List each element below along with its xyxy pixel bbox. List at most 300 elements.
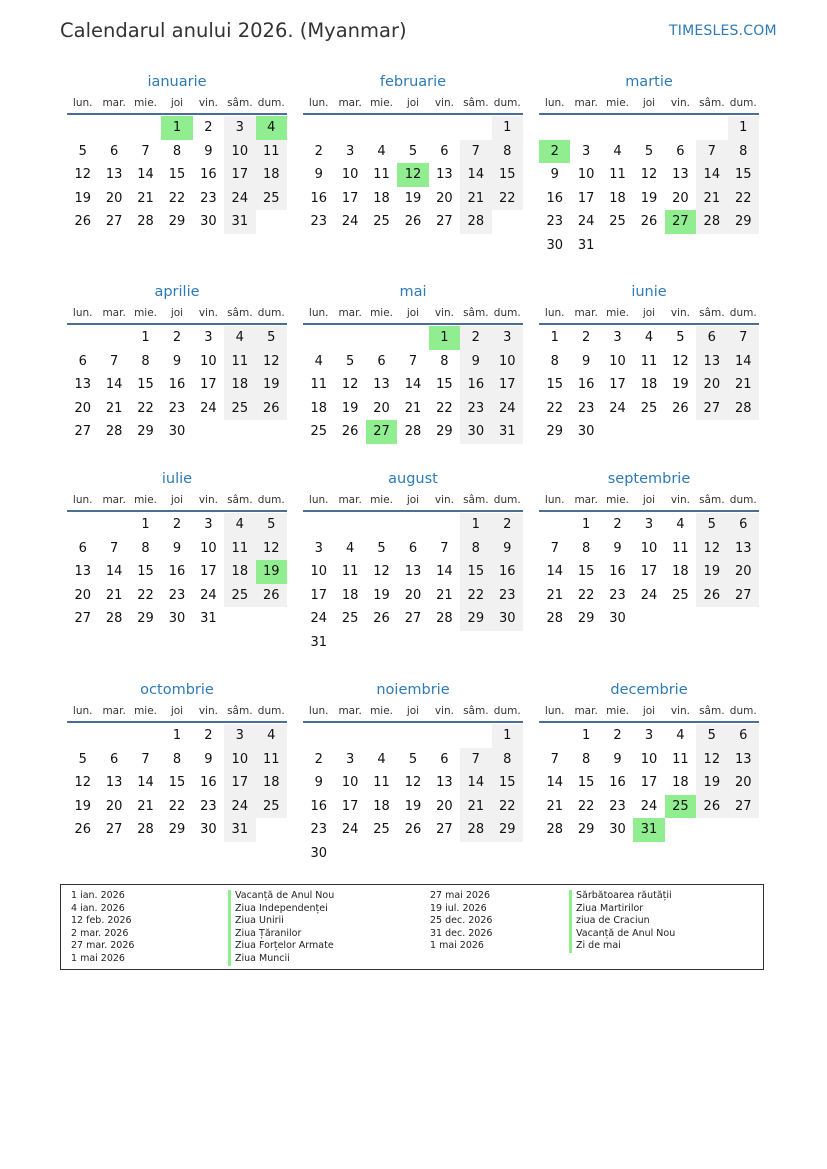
weekday-label: joi: [406, 494, 420, 506]
weekday-label: sâm.: [463, 494, 489, 506]
weekday-label: vin.: [198, 494, 218, 506]
day-cell: 5: [676, 330, 685, 345]
day-cell: 30: [168, 611, 186, 627]
day-cell: 2: [172, 330, 182, 345]
day-cell: 14: [404, 377, 422, 393]
weekday-label: mie.: [370, 494, 394, 506]
day-cell: 30: [460, 420, 491, 444]
day-cell: 28: [137, 822, 154, 838]
legend-date: 27 mai 2026: [430, 890, 491, 901]
day-cell: 29: [728, 210, 759, 234]
day-cell: 18: [640, 377, 658, 393]
day-cell: 16: [310, 190, 327, 206]
empty-day-cell: [633, 116, 664, 140]
day-cell: 25: [224, 397, 255, 421]
day-cell: 30: [577, 424, 595, 440]
weekday-label: sâm.: [463, 97, 489, 109]
day-cell: 16: [200, 167, 217, 183]
day-cell: 24: [492, 397, 523, 421]
day-cell: 20: [105, 190, 123, 206]
day-cell: 4: [613, 143, 622, 159]
day-cell: 17: [577, 190, 595, 206]
day-cell: 21: [137, 798, 154, 814]
day-cell: 4: [644, 330, 654, 345]
day-cell: 2: [204, 728, 213, 743]
weekday-label: mar.: [338, 307, 362, 319]
empty-day-cell: [366, 326, 397, 350]
day-cell: 25: [341, 611, 359, 627]
legend-date: 19 iul. 2026: [430, 902, 487, 914]
day-cell: 27: [105, 822, 123, 838]
day-cell: 11: [310, 377, 327, 393]
month-name: iunie: [631, 284, 667, 300]
day-cell: 24: [224, 187, 255, 211]
weekday-label: vin.: [670, 307, 690, 319]
day-cell: 29: [168, 822, 186, 838]
empty-day-cell: [98, 116, 129, 140]
legend-holiday-name: Ziua Martirilor: [569, 903, 675, 916]
weekday-header: [539, 701, 759, 721]
day-cell: 5: [78, 751, 87, 767]
day-cell: 26: [696, 795, 727, 819]
header-divider: [303, 510, 523, 512]
weekday-label: lun.: [72, 307, 93, 319]
weekday-label: mar.: [574, 307, 598, 319]
weekday-label: dum.: [493, 307, 521, 319]
day-cell: 1: [581, 517, 591, 532]
weekday-label: mar.: [102, 307, 126, 319]
day-cell: 16: [577, 377, 595, 393]
day-cell: 29: [137, 611, 154, 627]
day-cell: 21: [728, 373, 759, 397]
empty-day-cell: [539, 513, 570, 537]
day-cell: 9: [204, 751, 213, 767]
day-cell: 29: [137, 424, 154, 440]
header-divider: [539, 323, 759, 325]
day-cell: 31: [492, 420, 523, 444]
day-cell: 31: [224, 818, 255, 842]
day-cell: 5: [408, 751, 418, 767]
day-cell: 19: [74, 798, 91, 814]
day-cell: 13: [105, 167, 123, 183]
weekday-label: mie.: [370, 705, 394, 717]
weekday-label: lun.: [544, 307, 565, 319]
day-cell: 15: [728, 163, 759, 187]
month-name: noiembrie: [376, 682, 450, 698]
day-cell: 28: [105, 611, 123, 627]
day-cell: 30: [168, 424, 186, 440]
day-cell: 3: [204, 517, 213, 532]
day-cell: 3: [224, 116, 255, 140]
weekday-label: lun.: [308, 494, 329, 506]
day-cell: 18: [256, 163, 287, 187]
day-cell: 20: [436, 190, 453, 206]
day-cell: 15: [168, 775, 186, 791]
day-cell: 30: [609, 822, 626, 838]
brand-link[interactable]: TIMESLES.COM: [669, 23, 777, 39]
empty-day-cell: [366, 116, 397, 140]
day-cell: 13: [373, 377, 390, 393]
empty-day-cell: [696, 116, 727, 140]
day-cell: 27: [436, 822, 453, 838]
day-cell: 12: [672, 353, 689, 369]
day-cell: 18: [609, 190, 626, 206]
weekday-label: sâm.: [699, 307, 725, 319]
day-cell: 10: [224, 748, 255, 772]
day-cell: 12: [696, 748, 727, 772]
day-grid: [67, 513, 287, 631]
legend-date: 1 mai 2026: [71, 952, 125, 964]
day-cell: 20: [74, 587, 91, 603]
day-cell: 20: [436, 798, 453, 814]
day-cell: 24: [640, 587, 658, 603]
day-cell: 18: [224, 373, 255, 397]
day-cell: 17: [224, 163, 255, 187]
weekday-label: vin.: [670, 705, 690, 717]
day-cell: 6: [440, 143, 449, 159]
day-cell: 14: [728, 350, 759, 374]
day-cell: 29: [492, 818, 523, 842]
day-cell: 14: [105, 564, 123, 580]
day-cell: 17: [492, 373, 523, 397]
day-cell: 2: [460, 326, 491, 350]
month-name: mai: [399, 284, 427, 300]
legend-holiday-name: Zi de mai: [569, 940, 675, 953]
day-cell: 24: [200, 587, 217, 603]
month-decembrie: [539, 679, 759, 842]
header-divider: [303, 323, 523, 325]
day-cell: 3: [345, 751, 355, 767]
month-februarie: [303, 71, 523, 234]
day-cell: 26: [256, 397, 287, 421]
day-cell: 22: [492, 187, 523, 211]
day-cell: 19: [640, 190, 658, 206]
day-cell: 5: [644, 143, 654, 159]
day-cell: 15: [577, 564, 595, 580]
day-cell: 26: [672, 400, 689, 416]
day-cell: 5: [408, 143, 418, 159]
weekday-label: joi: [170, 307, 184, 319]
day-grid: [67, 326, 287, 444]
day-cell: 6: [109, 143, 119, 159]
day-cell: 10: [341, 167, 359, 183]
day-cell: 18: [373, 798, 390, 814]
day-cell: 14: [460, 163, 491, 187]
day-grid: [303, 326, 523, 444]
day-cell: 9: [204, 143, 213, 159]
empty-day-cell: [460, 724, 491, 748]
day-cell: 16: [609, 775, 626, 791]
day-cell: 3: [314, 540, 323, 556]
day-cell: 30: [200, 214, 217, 230]
day-cell: 30: [609, 611, 626, 627]
empty-day-cell: [334, 116, 365, 140]
day-cell: 6: [78, 353, 87, 369]
day-cell: 5: [256, 326, 287, 350]
day-cell: 1: [581, 728, 591, 743]
weekday-label: mie.: [606, 494, 630, 506]
month-iulie: [67, 468, 287, 631]
weekday-label: dum.: [257, 307, 285, 319]
day-cell: 16: [609, 564, 626, 580]
day-cell: 22: [168, 798, 186, 814]
day-cell: 22: [168, 190, 186, 206]
weekday-header: [539, 93, 759, 113]
day-cell: 12: [404, 775, 422, 791]
empty-day-cell: [98, 326, 129, 350]
day-cell: 7: [550, 751, 559, 767]
legend-date: 27 mar. 2026: [71, 940, 135, 952]
day-cell: 13: [105, 775, 123, 791]
header-divider: [303, 113, 523, 115]
day-cell: 12: [341, 377, 359, 393]
day-cell: 17: [341, 798, 359, 814]
day-cell: 24: [577, 214, 595, 230]
day-cell: 18: [256, 771, 287, 795]
weekday-label: mie.: [370, 97, 394, 109]
day-cell: 22: [137, 400, 154, 416]
day-cell: 12: [256, 537, 287, 561]
day-cell: 12: [74, 167, 91, 183]
weekday-header: [539, 303, 759, 323]
day-cell: 3: [345, 143, 355, 159]
weekday-label: lun.: [308, 307, 329, 319]
month-iunie: [539, 281, 759, 444]
holiday-day-cell: 1: [161, 116, 192, 140]
day-cell: 8: [172, 143, 182, 159]
day-cell: 10: [640, 540, 658, 556]
month-octombrie: [67, 679, 287, 842]
holiday-day-cell: 27: [366, 420, 397, 444]
month-name: decembrie: [610, 682, 688, 698]
day-cell: 28: [728, 397, 759, 421]
day-cell: 10: [492, 350, 523, 374]
day-cell: 24: [310, 611, 327, 627]
day-cell: 4: [676, 728, 685, 743]
day-cell: 1: [141, 517, 150, 532]
day-cell: 4: [676, 517, 685, 532]
day-cell: 25: [609, 214, 626, 230]
empty-day-cell: [303, 326, 334, 350]
day-cell: 9: [172, 540, 182, 556]
day-cell: 19: [256, 373, 287, 397]
day-cell: 1: [460, 513, 491, 537]
day-cell: 27: [74, 611, 91, 627]
day-cell: 8: [728, 140, 759, 164]
day-cell: 11: [672, 751, 689, 767]
weekday-label: sâm.: [699, 494, 725, 506]
day-cell: 19: [696, 560, 727, 584]
day-cell: 12: [373, 564, 390, 580]
day-cell: 5: [256, 513, 287, 537]
day-cell: 9: [613, 540, 622, 556]
day-cell: 7: [728, 326, 759, 350]
weekday-label: vin.: [434, 705, 454, 717]
day-cell: 3: [613, 330, 622, 345]
day-cell: 23: [310, 822, 327, 838]
day-cell: 28: [546, 611, 563, 627]
day-cell: 11: [609, 167, 626, 183]
day-cell: 21: [460, 795, 491, 819]
empty-day-cell: [539, 724, 570, 748]
day-cell: 20: [672, 190, 689, 206]
day-cell: 20: [105, 798, 123, 814]
weekday-label: vin.: [670, 97, 690, 109]
weekday-label: sâm.: [227, 705, 253, 717]
empty-day-cell: [130, 724, 161, 748]
weekday-header: [303, 490, 523, 510]
day-cell: 2: [613, 517, 622, 532]
day-cell: 20: [373, 400, 390, 416]
day-cell: 14: [105, 377, 123, 393]
empty-day-cell: [665, 116, 696, 140]
month-aprilie: [67, 281, 287, 444]
month-name: martie: [625, 74, 673, 90]
weekday-label: dum.: [729, 705, 757, 717]
day-grid: [303, 513, 523, 655]
day-cell: 11: [373, 167, 390, 183]
day-cell: 17: [310, 587, 327, 603]
day-cell: 3: [644, 728, 654, 743]
day-cell: 15: [577, 775, 595, 791]
page-title: Calendarul anului 2026. (Myanmar): [60, 19, 407, 42]
day-cell: 22: [728, 187, 759, 211]
weekday-label: dum.: [729, 494, 757, 506]
day-cell: 21: [105, 400, 123, 416]
day-cell: 17: [341, 190, 359, 206]
month-ianuarie: [67, 71, 287, 234]
legend-holiday-name: Vacanță de Anul Nou: [569, 928, 675, 941]
day-cell: 16: [546, 190, 563, 206]
day-cell: 13: [436, 167, 453, 183]
day-cell: 18: [373, 190, 390, 206]
weekday-label: dum.: [257, 97, 285, 109]
day-cell: 24: [341, 214, 359, 230]
day-cell: 16: [492, 560, 523, 584]
day-cell: 5: [696, 513, 727, 537]
day-cell: 13: [74, 377, 91, 393]
day-cell: 17: [609, 377, 626, 393]
day-grid: [67, 116, 287, 234]
day-cell: 17: [640, 564, 658, 580]
day-cell: 23: [577, 400, 595, 416]
day-cell: 25: [672, 587, 689, 603]
weekday-label: sâm.: [227, 307, 253, 319]
empty-day-cell: [539, 116, 570, 140]
weekday-label: sâm.: [227, 97, 253, 109]
legend-date: 31 dec. 2026: [430, 927, 493, 939]
holiday-day-cell: 27: [665, 210, 696, 234]
holiday-day-cell: 4: [256, 116, 287, 140]
day-cell: 30: [546, 237, 563, 253]
weekday-label: mar.: [102, 705, 126, 717]
holiday-day-cell: 25: [665, 795, 696, 819]
day-cell: 25: [373, 822, 390, 838]
day-cell: 21: [546, 798, 563, 814]
day-cell: 26: [256, 584, 287, 608]
day-cell: 10: [577, 167, 595, 183]
weekday-label: sâm.: [227, 494, 253, 506]
day-cell: 23: [546, 214, 563, 230]
empty-day-cell: [397, 326, 428, 350]
day-cell: 18: [672, 564, 689, 580]
day-cell: 19: [341, 400, 359, 416]
day-cell: 27: [696, 397, 727, 421]
day-cell: 8: [581, 540, 591, 556]
weekday-label: lun.: [308, 97, 329, 109]
day-cell: 18: [672, 775, 689, 791]
day-cell: 28: [546, 822, 563, 838]
month-name: octombrie: [140, 682, 214, 698]
weekday-label: joi: [642, 705, 656, 717]
day-cell: 31: [224, 210, 255, 234]
day-cell: 31: [310, 634, 327, 650]
legend-holiday-name: Ziua Forțelor Armate: [228, 940, 334, 953]
weekday-label: lun.: [544, 494, 565, 506]
weekday-label: lun.: [544, 705, 565, 717]
day-cell: 3: [581, 143, 591, 159]
day-cell: 29: [460, 607, 491, 631]
day-cell: 9: [492, 537, 523, 561]
empty-day-cell: [397, 513, 428, 537]
weekday-label: mar.: [102, 97, 126, 109]
weekday-label: mar.: [574, 97, 598, 109]
day-cell: 21: [105, 587, 123, 603]
day-cell: 21: [460, 187, 491, 211]
legend-date: 1 ian. 2026: [71, 890, 125, 901]
weekday-label: mie.: [370, 307, 394, 319]
weekday-label: dum.: [493, 494, 521, 506]
day-cell: 11: [341, 564, 359, 580]
holiday-day-cell: 1: [429, 326, 460, 350]
day-cell: 4: [377, 751, 386, 767]
day-cell: 16: [460, 373, 491, 397]
day-cell: 6: [440, 751, 449, 767]
day-cell: 5: [78, 143, 87, 159]
day-cell: 25: [640, 400, 658, 416]
day-cell: 3: [204, 330, 213, 345]
holiday-day-cell: 31: [633, 818, 664, 842]
day-cell: 15: [137, 377, 154, 393]
day-cell: 2: [581, 330, 591, 345]
day-cell: 7: [141, 751, 150, 767]
day-cell: 28: [105, 424, 123, 440]
day-cell: 7: [440, 540, 449, 556]
day-cell: 8: [550, 353, 559, 369]
day-cell: 3: [644, 517, 654, 532]
legend-holiday-name: Sărbătoarea răutății: [569, 890, 675, 903]
legend-holiday-name: Ziua Țăranilor: [228, 928, 334, 941]
day-cell: 22: [577, 798, 595, 814]
header-divider: [539, 721, 759, 723]
weekday-header: [67, 93, 287, 113]
day-cell: 14: [436, 564, 453, 580]
month-septembrie: [539, 468, 759, 631]
weekday-label: dum.: [257, 494, 285, 506]
day-cell: 7: [696, 140, 727, 164]
header-divider: [303, 721, 523, 723]
day-cell: 9: [314, 775, 323, 791]
day-cell: 1: [492, 724, 523, 748]
day-cell: 28: [460, 210, 491, 234]
weekday-label: joi: [642, 97, 656, 109]
legend-dates-left: [71, 890, 134, 966]
day-cell: 23: [200, 798, 217, 814]
header-divider: [67, 323, 287, 325]
weekday-label: mie.: [134, 307, 158, 319]
weekday-label: joi: [170, 494, 184, 506]
day-cell: 11: [256, 748, 287, 772]
